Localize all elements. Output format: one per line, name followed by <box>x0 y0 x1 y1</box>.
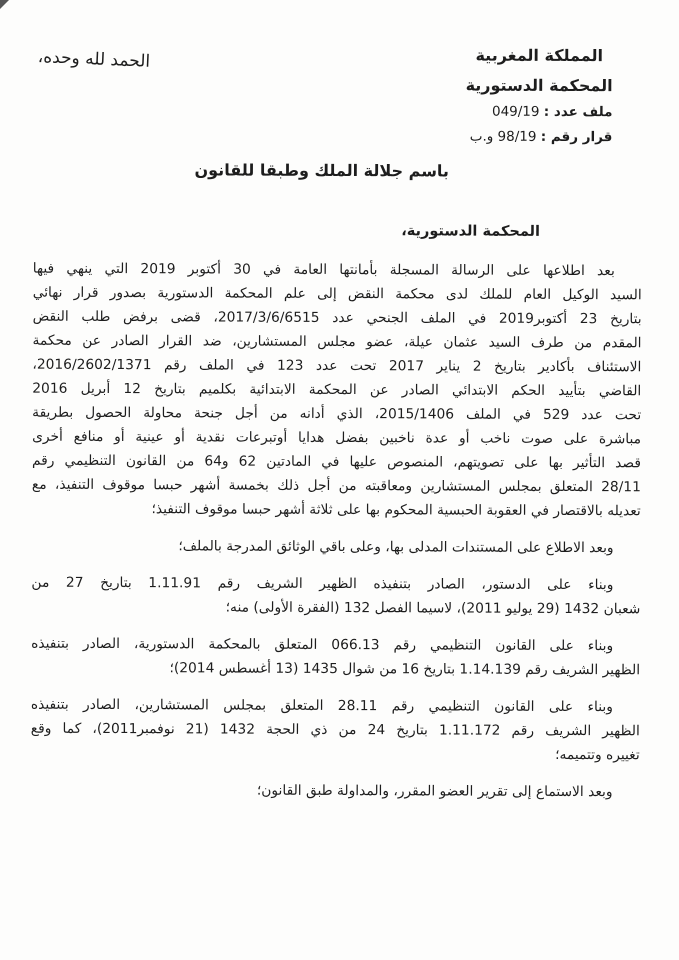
text-line: تحت عدد 529 في الملف 2015/1406، الذي أدانه من أجل جنحة محاولة الحصول بطريقة <box>32 404 642 424</box>
royal-formula-title: باسم جلالة الملك وطبقا للقانون <box>194 160 450 181</box>
paragraph-preamble <box>32 257 642 524</box>
text-line: الظهير الشريف رقم 1.14.139 بتاريخ 16 من شوال 1435 (13 أغسطس 2014)؛ <box>169 660 641 679</box>
court-letterhead <box>465 45 612 147</box>
document-body <box>30 220 642 805</box>
text-line: القاضي بتأييد الحكم الابتدائي الصادر عن المحكمة الابتدائية بكلميم بتاريخ 12 أبريل 2016 <box>32 380 642 400</box>
text-line: 28/11 المتعلق بمجلس المستشارين ومعاقبته من أجل ذلك بخمسة أشهر حبسا موقوف التنفيذ، مع <box>31 476 641 496</box>
text-line: تغييره وتتميمه؛ <box>555 746 640 764</box>
text-line: وبناء على القانون التنظيمي رقم 28.11 المتعلق بمجلس المستشارين، الصادر بتنفيذه <box>30 696 613 716</box>
document-header <box>33 43 642 147</box>
praise-formula: الحمد لله وحده، <box>37 47 151 72</box>
text-line: الاستئناف بأكادير بتاريخ 2 يناير 2017 تحت عدد 123 في الملف رقم 2016/2602/1371، <box>32 356 642 376</box>
court-heading: المحكمة الدستورية، <box>401 223 541 240</box>
text-line: تعديله بالاقتصار في العقوبة الحبسية المحكوم بها على ثلاثة أشهر حبسا موقوف التنفيذ؛ <box>151 501 641 520</box>
text-line: وبعد الاستماع إلى تقرير العضو المقرر، والمداولة طبق القانون؛ <box>256 782 613 801</box>
file-number-line <box>465 103 612 122</box>
court-name: المحكمة الدستورية <box>465 75 613 96</box>
decision-number-value: 98/19 و.ب <box>469 128 537 145</box>
decision-number-label: قرار رقم : <box>540 128 613 146</box>
text-line: المقدم من طرف السيد عثمان عيلة، عضو مجلس المستشارين، ضد القرار الصادر عن محكمة <box>32 332 642 352</box>
kingdom-name: المملكة المغربية <box>475 45 604 66</box>
text-line: مباشرة على صوت ناخب أو عدة ناخبين بفضل هدايا أوتبرعات نقدية أو عينية أو منافع أخرى <box>32 428 642 448</box>
text-line: الظهير الشريف رقم 1.11.172 بتاريخ 24 من ذي الحجة 1432 (21 نوفمبر2011)، كما وقع <box>30 720 640 740</box>
paragraph-hearing <box>30 778 639 805</box>
text-line: بتاريخ 23 أكتوبر2019 في الملف الجنحي عدد 2017/3/6/6515، قضى برفض طلب النقض <box>32 308 642 328</box>
paragraph-organic-law-court <box>31 632 640 683</box>
text-line: قصد التأثير بها على تصويتهم، المنصوص عليها في المادتين 62 و64 من القانون التنظيمي رقم <box>31 452 642 472</box>
file-number-value: 049/19 <box>491 103 540 120</box>
decision-number-line <box>465 128 612 147</box>
paragraph-constitution <box>31 571 640 622</box>
text-line: بعد اطلاعها على الرسالة المسجلة بأمانتها العامة في 30 أكتوبر 2019 التي ينهي فيها <box>32 260 615 280</box>
text-line: وبعد الاطلاع على المستندات المدلى بها، وعلى باقي الوثائق المدرجة بالملف؛ <box>178 538 614 557</box>
text-line: شعبان 1432 (29 يوليو 2011)، لاسيما الفصل 132 (الفقرة الأولى) منه؛ <box>225 599 641 618</box>
text-line: وبناء على القانون التنظيمي رقم 066.13 المتعلق بالمحكمة الدستورية، الصادر بتنفيذه <box>31 635 614 655</box>
text-line: السيد الوكيل العام للملك لدى محكمة النقض إلى علم المحكمة الدستورية بصدور قرار نهائي <box>32 284 642 304</box>
paragraph-documents <box>32 534 641 561</box>
file-number-label: ملف عدد : <box>543 103 613 121</box>
text-line: وبناء على الدستور، الصادر بتنفيذه الظهير الشريف رقم 1.11.91 بتاريخ 27 من <box>31 574 614 594</box>
paragraph-organic-law-councillors <box>31 693 640 768</box>
